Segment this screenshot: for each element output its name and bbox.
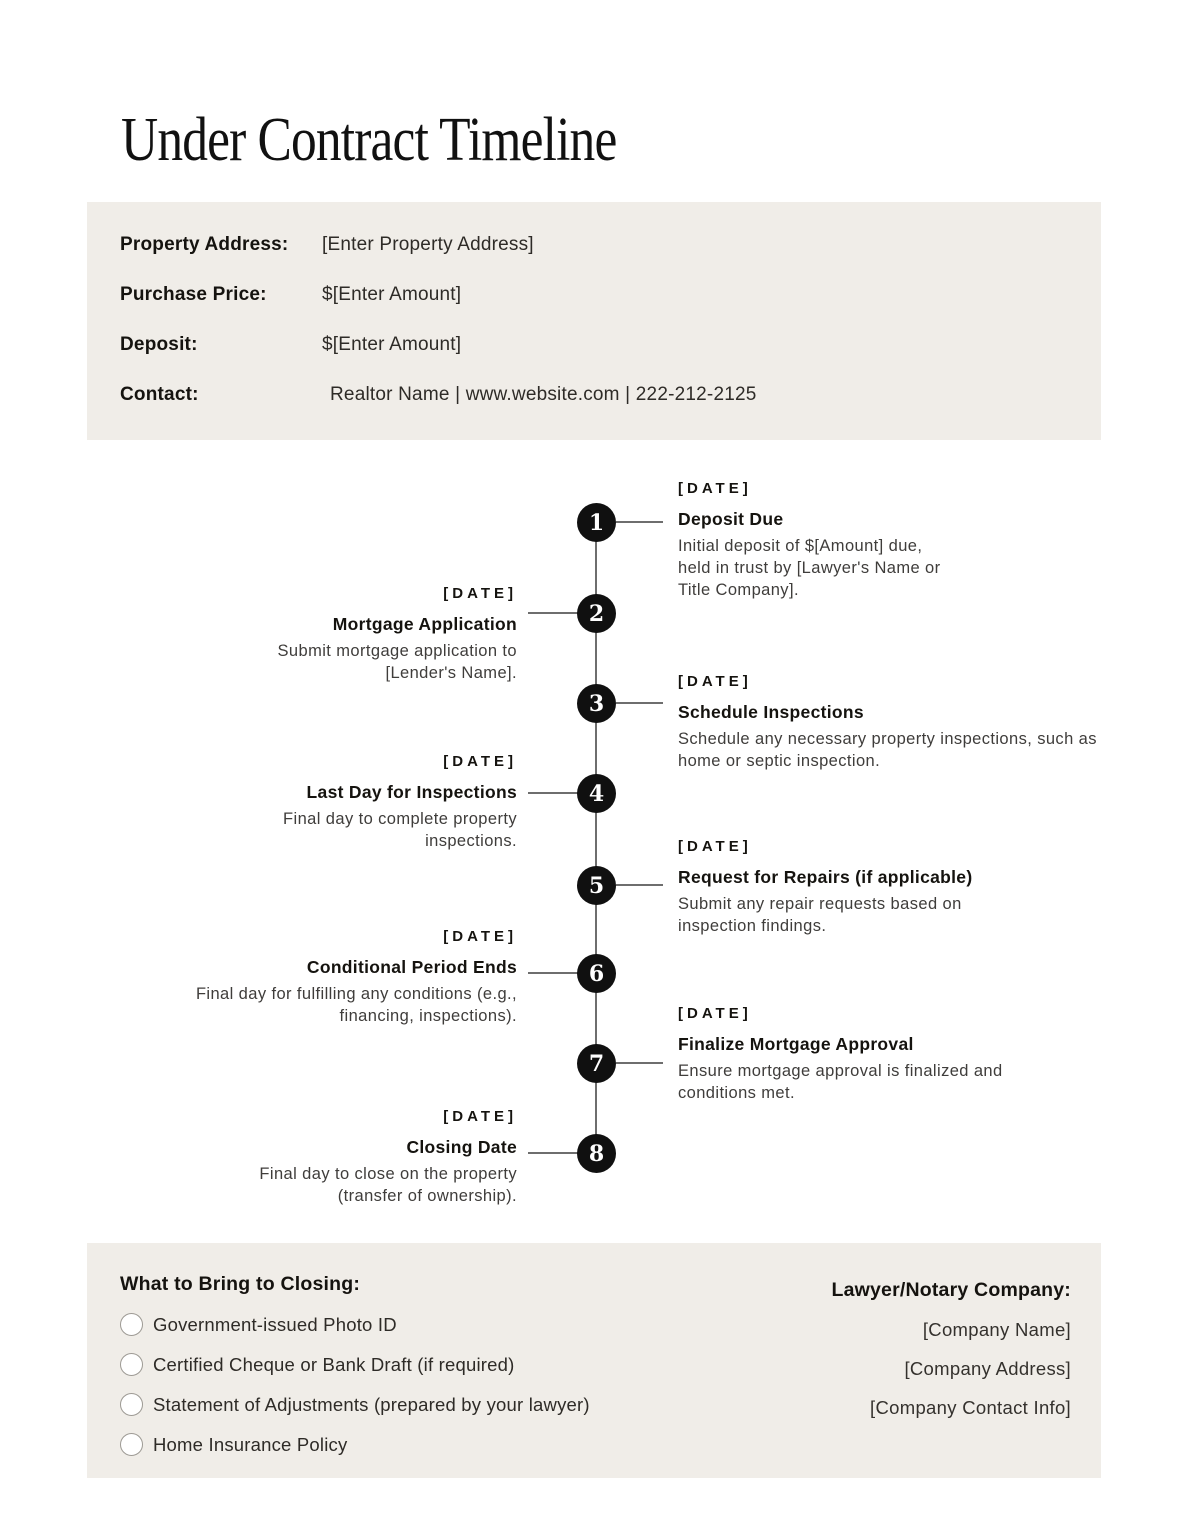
timeline-item-description: Initial deposit of $[Amount] due, held in trust by [Lawyer's Name or Title Company]. [678,537,941,599]
checklist-item-home-insurance [120,1433,590,1456]
checklist-item-photo-id [120,1313,590,1336]
info-row-deposit [120,334,1068,384]
deposit-value[interactable]: $[Enter Amount] [322,334,462,355]
timeline-item-description: Submit any repair requests based on inspection findings. [678,895,962,935]
purchase-price-value[interactable]: $[Enter Amount] [322,284,462,305]
property-address-label: Property Address: [120,234,289,255]
timeline-connector-8 [528,1152,578,1154]
timeline-item-deposit-due [678,480,958,602]
info-row-contact [120,384,1068,434]
closing-checklist-title: What to Bring to Closing: [120,1273,361,1295]
timeline-node-4-number: 4 [588,780,605,807]
timeline-item-title: Finalize Mortgage Approval [678,1034,914,1054]
timeline-item-title: Closing Date [406,1137,517,1157]
timeline-connector-5 [616,884,663,886]
timeline-item-mortgage-application [237,585,517,685]
timeline-node-3-number: 3 [588,690,605,717]
timeline-connector-3 [616,702,663,704]
info-row-purchase-price [120,284,1068,334]
timeline-node-1-number: 1 [588,509,605,536]
timeline-item-date[interactable]: [DATE] [678,480,752,497]
timeline-connector-2 [528,612,578,614]
timeline-node-2-number: 2 [588,600,605,627]
checklist-item-label: Certified Cheque or Bank Draft (if required) [153,1353,515,1375]
checklist-item-label: Statement of Adjustments (prepared by your lawyer) [153,1393,590,1415]
timeline-node-7-icon [577,1044,616,1083]
contact-label: Contact: [120,384,199,405]
checklist-item-label: Home Insurance Policy [153,1433,348,1455]
timeline-item-closing-date [207,1108,517,1208]
closing-info-box [87,1243,1101,1478]
timeline-node-8-number: 8 [588,1140,605,1167]
timeline-item-title: Conditional Period Ends [306,957,517,977]
timeline-item-date[interactable]: [DATE] [443,928,517,945]
timeline-item-last-day-inspections [267,753,517,853]
checkbox-circle-icon[interactable] [120,1313,143,1336]
property-address-value[interactable]: [Enter Property Address] [322,234,534,255]
checkbox-circle-icon[interactable] [120,1393,143,1416]
timeline-item-title: Deposit Due [678,509,784,529]
timeline-item-title: Schedule Inspections [678,702,864,722]
closing-checklist [120,1273,590,1456]
timeline-node-5-number: 5 [588,872,605,899]
timeline-item-title: Request for Repairs (if applicable) [678,867,973,887]
timeline-item-finalize-mortgage-approval [678,1005,1078,1105]
timeline-connector-6 [528,972,578,974]
lawyer-company-contact[interactable]: [Company Contact Info] [870,1397,1071,1418]
checklist-item-certified-cheque [120,1353,590,1376]
timeline-node-5-icon [577,866,616,905]
timeline-node-2-icon [577,594,616,633]
timeline-item-description: Ensure mortgage approval is finalized and conditions met. [678,1062,1003,1102]
timeline-item-date[interactable]: [DATE] [678,838,752,855]
timeline-node-1-icon [577,503,616,542]
lawyer-company-name[interactable]: [Company Name] [922,1319,1071,1340]
timeline-item-request-repairs [678,838,1023,938]
contact-value[interactable]: Realtor Name | www.website.com | 222-212-2125 [330,384,757,405]
checkbox-circle-icon[interactable] [120,1353,143,1376]
timeline-node-3-icon [577,684,616,723]
deposit-label: Deposit: [120,334,198,355]
checklist-item-statement-adjustments [120,1393,590,1416]
timeline-item-conditional-period-ends [177,928,517,1028]
timeline-node-6-icon [577,954,616,993]
timeline-item-date[interactable]: [DATE] [443,1108,517,1125]
lawyer-company-address[interactable]: [Company Address] [904,1358,1071,1379]
timeline-node-8-icon [577,1134,616,1173]
checkbox-circle-icon[interactable] [120,1433,143,1456]
timeline-item-description: Final day for fulfilling any conditions (e.g., financing, inspections). [195,985,517,1025]
timeline-item-schedule-inspections [678,673,1108,773]
timeline-item-date[interactable]: [DATE] [678,673,752,690]
lawyer-company-title: Lawyer/Notary Company: [831,1279,1071,1301]
timeline-item-date[interactable]: [DATE] [443,753,517,770]
checklist-item-label: Government-issued Photo ID [153,1313,397,1335]
timeline-connector-4 [528,792,578,794]
timeline-item-title: Mortgage Application [332,614,517,634]
purchase-price-label: Purchase Price: [120,284,267,305]
timeline-item-description: Final day to close on the property (transfer of ownership). [259,1165,517,1205]
timeline-node-6-number: 6 [588,960,605,987]
timeline-node-4-icon [577,774,616,813]
lawyer-company-block [831,1279,1071,1419]
timeline-item-date[interactable]: [DATE] [678,1005,752,1022]
info-row-property-address [120,234,1068,284]
property-info-box [87,202,1101,440]
timeline-item-date[interactable]: [DATE] [443,585,517,602]
timeline-connector-1 [616,521,663,523]
timeline-item-title: Last Day for Inspections [306,782,517,802]
timeline-item-description: Schedule any necessary property inspections, such as home or septic inspection. [678,730,1097,770]
timeline-item-description: Submit mortgage application to [Lender's Name]. [277,642,517,682]
timeline-node-7-number: 7 [588,1050,605,1077]
timeline-connector-7 [616,1062,663,1064]
page-title: Under Contract Timeline [121,106,617,174]
timeline-item-description: Final day to complete property inspections. [283,810,517,850]
